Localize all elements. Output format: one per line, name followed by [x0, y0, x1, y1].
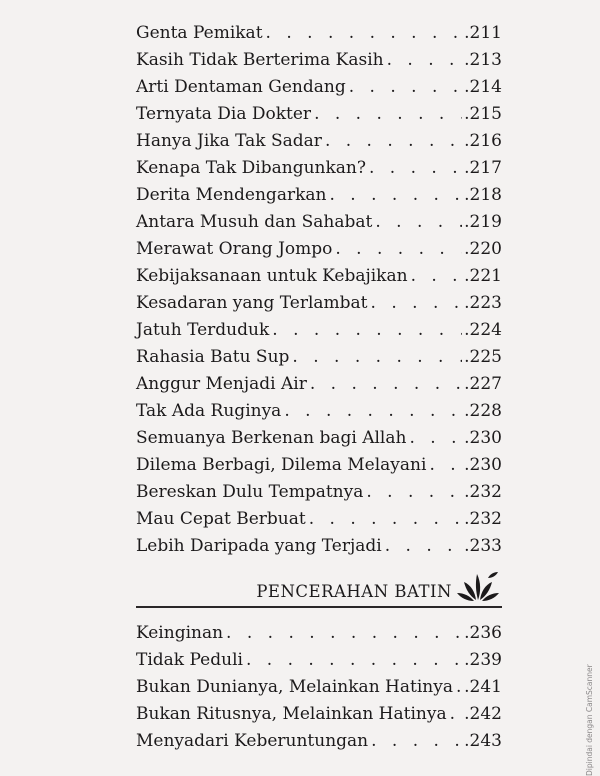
toc-entry — [136, 74, 502, 101]
leader-dots — [375, 209, 462, 236]
leader-dots — [284, 398, 462, 425]
toc-entry — [136, 506, 502, 533]
entry-title: Bereskan Dulu Tempatnya — [136, 482, 364, 502]
leaf-sprig-icon — [454, 566, 502, 604]
entry-title: Anggur Menjadi Air — [136, 374, 307, 394]
leader-dots — [411, 263, 463, 290]
toc-entry — [136, 290, 502, 317]
entry-title: Tak Ada Ruginya — [136, 401, 282, 421]
entry-title: Mau Cepat Berbuat — [136, 509, 306, 529]
toc-entry — [136, 209, 502, 236]
entry-page: .223 — [464, 293, 502, 313]
toc-entry — [136, 674, 502, 701]
toc-entry — [136, 263, 502, 290]
toc-entry — [136, 236, 502, 263]
entry-page: .219 — [464, 212, 502, 232]
toc-entry — [136, 620, 502, 647]
entry-title: Hanya Jika Tak Sadar — [136, 131, 322, 151]
entry-page: .220 — [464, 239, 502, 259]
toc-list-part-1 — [136, 20, 502, 560]
toc-entry — [136, 371, 502, 398]
entry-page: .239 — [464, 650, 502, 670]
toc-entry — [136, 452, 502, 479]
toc-entry — [136, 47, 502, 74]
toc-entry — [136, 344, 502, 371]
entry-page: .216 — [464, 131, 502, 151]
section-divider — [136, 606, 502, 608]
entry-title: Lebih Daripada yang Terjadi — [136, 536, 382, 556]
leader-dots — [314, 101, 462, 128]
entry-page: .236 — [464, 623, 502, 643]
leader-dots — [409, 425, 462, 452]
entry-page: .218 — [464, 185, 502, 205]
toc-entry — [136, 479, 502, 506]
leader-dots — [385, 533, 462, 560]
entry-title: Semuanya Berkenan bagi Allah — [136, 428, 407, 448]
section-header — [136, 566, 502, 608]
toc-entry — [136, 701, 502, 728]
entry-title: Bukan Dunianya, Melainkan Hatinya — [136, 677, 453, 697]
entry-title: Bukan Ritusnya, Melainkan Hatinya — [136, 704, 447, 724]
entry-page: .221 — [464, 266, 502, 286]
entry-title: Kebijaksanaan untuk Kebajikan — [136, 266, 408, 286]
leader-dots — [349, 74, 462, 101]
toc-entry — [136, 533, 502, 560]
entry-page: .217 — [464, 158, 502, 178]
entry-title: Kesadaran yang Terlambat — [136, 293, 368, 313]
entry-title: Merawat Orang Jompo — [136, 239, 333, 259]
leader-dots — [310, 371, 462, 398]
entry-title: Genta Pemikat — [136, 23, 263, 43]
entry-title: Jatuh Terduduk — [136, 320, 270, 340]
leader-dots — [387, 47, 463, 74]
toc-entry — [136, 182, 502, 209]
leader-dots — [272, 317, 462, 344]
scanner-watermark — [584, 640, 596, 776]
leader-dots — [335, 236, 462, 263]
entry-title: Dilema Berbagi, Dilema Melayani — [136, 455, 427, 475]
entry-title: Derita Mendengarkan — [136, 185, 327, 205]
entry-page: .227 — [464, 374, 502, 394]
entry-title: Arti Dentaman Gendang — [136, 77, 346, 97]
entry-page: .228 — [464, 401, 502, 421]
entry-page: .215 — [464, 104, 502, 124]
entry-page: .230 — [464, 428, 502, 448]
entry-title: Ternyata Dia Dokter — [136, 104, 312, 124]
entry-page: .232 — [464, 482, 502, 502]
entry-title: Keinginan — [136, 623, 224, 643]
leader-dots — [325, 128, 462, 155]
leader-dots — [369, 155, 462, 182]
leader-dots — [329, 182, 462, 209]
entry-title: Kenapa Tak Dibangunkan? — [136, 158, 366, 178]
toc-entry — [136, 155, 502, 182]
toc-entry — [136, 398, 502, 425]
toc-entry — [136, 728, 502, 755]
entry-title: Antara Musuh dan Sahabat — [136, 212, 373, 232]
toc-entry — [136, 647, 502, 674]
entry-page: .230 — [464, 455, 502, 475]
leader-dots — [309, 506, 462, 533]
entry-title: Rahasia Batu Sup — [136, 347, 290, 367]
entry-page: .241 — [464, 677, 502, 697]
entry-page: .214 — [464, 77, 502, 97]
toc-entry — [136, 101, 502, 128]
toc-entry — [136, 317, 502, 344]
entry-title: Tidak Peduli — [136, 650, 243, 670]
entry-page: .242 — [464, 704, 502, 724]
leader-dots — [450, 701, 463, 728]
leader-dots — [371, 290, 463, 317]
watermark-text: Dipindai dengan CamScanner — [585, 664, 594, 776]
leader-dots — [366, 479, 462, 506]
toc-list-part-2 — [136, 620, 502, 755]
leader-dots — [266, 20, 463, 47]
section-title: PENCERAHAN BATIN — [256, 582, 452, 601]
entry-page: .213 — [464, 50, 502, 70]
leader-dots — [292, 344, 462, 371]
toc-entry — [136, 425, 502, 452]
entry-title: Menyadari Keberuntungan — [136, 731, 369, 751]
entry-title: Kasih Tidak Berterima Kasih — [136, 50, 384, 70]
entry-page: .232 — [464, 509, 502, 529]
entry-page: .243 — [464, 731, 502, 751]
leader-dots — [456, 674, 462, 701]
entry-page: .211 — [464, 23, 502, 43]
entry-page: .224 — [464, 320, 502, 340]
leader-dots — [371, 728, 462, 755]
entry-page: .225 — [464, 347, 502, 367]
toc-entry — [136, 20, 502, 47]
leader-dots — [429, 452, 462, 479]
entry-page: .233 — [464, 536, 502, 556]
leader-dots — [246, 647, 462, 674]
toc-entry — [136, 128, 502, 155]
leader-dots — [226, 620, 462, 647]
